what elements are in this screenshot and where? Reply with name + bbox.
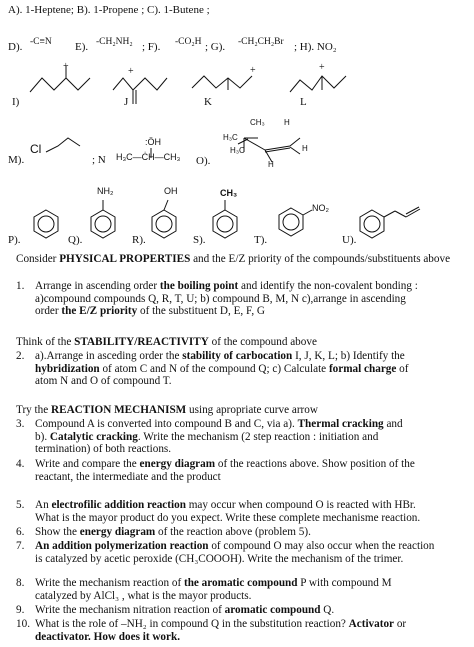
- q-amino: NH₂: [97, 186, 114, 196]
- r-hydroxyl: OH: [164, 186, 178, 196]
- label-e: E).: [75, 41, 89, 53]
- compound-list-row1: [8, 4, 210, 16]
- plus-i: +: [63, 61, 69, 72]
- question-8: 8. Write the mechanism reaction of the aromatic compound P with compound M catalyzed by AlCl₃ , what is the mayor products.: [16, 577, 392, 602]
- s-methyl: CH₃: [220, 188, 238, 198]
- question-6: 6. Show the energy diagram of the reaction above (problem 5).: [16, 526, 311, 538]
- label-f: ; F).: [142, 41, 161, 53]
- question-10: 10. What is the role of –NH₂ in compound Q in the substitution reaction? Activator or deactivator. How does it work.: [16, 618, 407, 643]
- intro-paragraph: Consider PHYSICAL PROPERTIES and the E/Z priority of the compounds/substituents above: [16, 253, 451, 265]
- structure-j: [113, 78, 167, 90]
- question-3: 3. Compound A is converted into compound B and C, via a). Thermal cracking and b). Catalytic cracking. Write the mechanism (2 step reaction : initiation and termination) of both reactions.: [16, 418, 403, 456]
- label-k: K: [204, 96, 212, 108]
- label-q: Q).: [68, 234, 83, 246]
- think-paragraph: Think of the STABILITY/REACTIVITY of the compound above: [16, 336, 317, 348]
- group-e: -CH₂NH₂: [96, 37, 133, 47]
- plus-k: +: [250, 65, 256, 76]
- question-7: 7. An addition polymerization reaction of compound O may also occur when the reaction is catalyzed by acetic peroxide (CH₃COOOH). Write the mechanism of the trimer.: [16, 540, 435, 565]
- n-chain: H₃C—ĊH—CH₃: [116, 152, 181, 162]
- label-d: D).: [8, 41, 23, 53]
- label-o: O).: [196, 155, 211, 167]
- try-paragraph: Try the REACTION MECHANISM using apropriate curve arrow: [16, 404, 318, 416]
- plus-j: +: [128, 66, 134, 77]
- label-c: C). 1-Butene ;: [147, 4, 210, 16]
- o-h3c-2: H₃C: [230, 146, 245, 155]
- label-t: T).: [254, 234, 268, 246]
- o-h-bottom: H: [268, 160, 274, 169]
- question-2: 2. a).Arrange in asceding order the stability of carbocation I, J, K, L; b) Identify the hybridization of atom C and N of the compound Q; c) Calculate formal charge of atom N and O of compound T.: [16, 350, 409, 388]
- label-p: P).: [8, 234, 21, 246]
- question-9: 9. Write the mechanism nitration reaction of aromatic compound Q.: [16, 604, 335, 616]
- structure-l: [290, 76, 346, 92]
- label-h: ; H). NO₂: [294, 41, 337, 53]
- group-d: -C≡N: [30, 37, 52, 47]
- group-f: -CO₂H: [175, 37, 202, 47]
- o-h-top: H: [284, 118, 290, 127]
- question-5: 5. An electrofilic addition reaction may occur when compound O is reacted with HBr. What is the mayor product do you expect. Write these complete mechanisme reaction.: [16, 499, 421, 524]
- label-r: R).: [132, 234, 146, 246]
- label-u: U).: [342, 234, 357, 246]
- label-n: ; N: [92, 154, 106, 166]
- label-m: M).: [8, 154, 25, 166]
- n-hydroxyl: :ÖH: [145, 137, 162, 147]
- m-chlorine: Cl: [30, 142, 42, 156]
- label-i: I): [12, 96, 20, 108]
- label-b: B). 1-Propene ;: [76, 4, 145, 16]
- structure-i: [30, 78, 90, 92]
- label-j: J: [124, 96, 129, 108]
- o-h3c-1: H₃C: [223, 133, 238, 142]
- physical-properties: PHYSICAL PROPERTIES: [59, 253, 191, 265]
- o-ch3: CH₃: [250, 118, 265, 127]
- label-s: S).: [193, 234, 206, 246]
- question-1: 1. Arrange in ascending order the boiling point and identify the non-covalent bonding : a)compound compounds Q, R, T, U; b) compound B, M, N c),arrange in ascending order the E/Z priority of the substituent D, E, F, G: [16, 280, 418, 318]
- label-l: L: [300, 96, 307, 108]
- structure-k: [192, 76, 252, 88]
- carbocation-structures: [0, 60, 474, 110]
- group-g: -CH₂CH₂Br: [238, 37, 284, 47]
- label-a: A). 1-Heptene;: [8, 4, 74, 16]
- plus-l: +: [319, 62, 325, 73]
- label-g: ; G).: [205, 41, 226, 53]
- row4-structures: [0, 112, 474, 172]
- t-nitro: NO₂: [312, 203, 329, 213]
- question-4: 4. Write and compare the energy diagram of the reactions above. Show position of the reactant, the intermediate and the product: [16, 458, 415, 483]
- o-h-right: H: [302, 144, 308, 153]
